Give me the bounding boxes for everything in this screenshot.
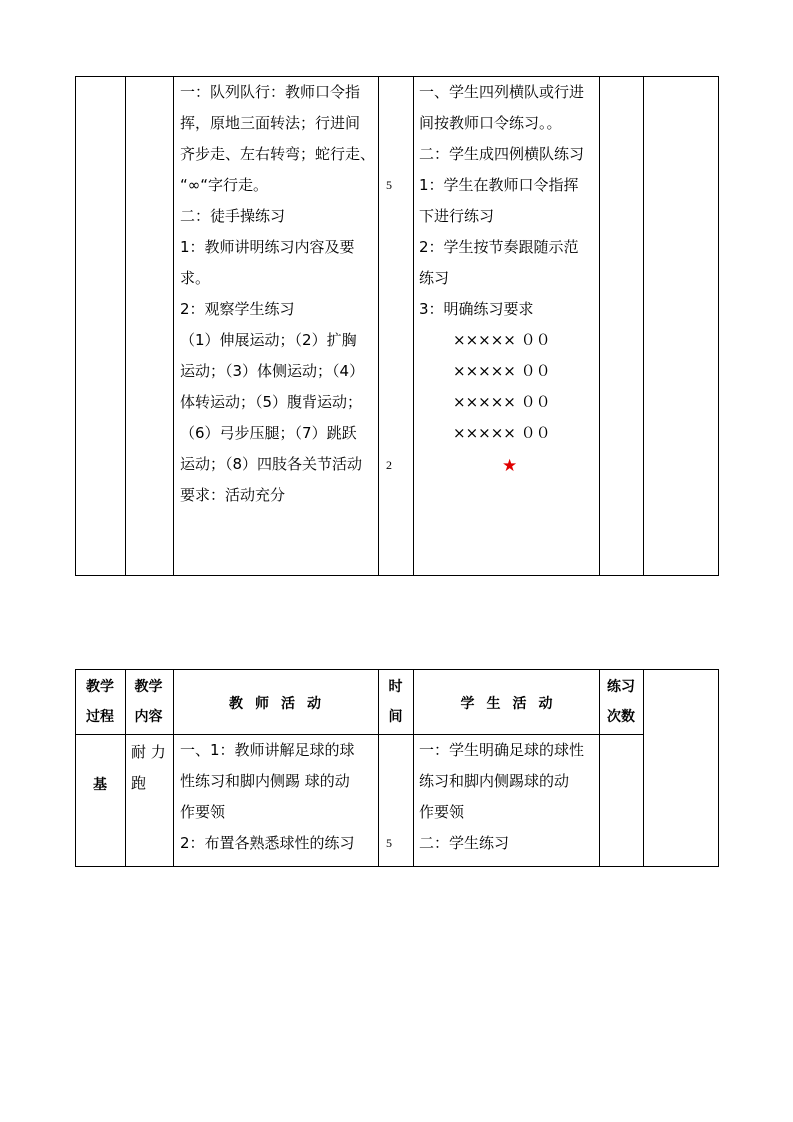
header-time: 时 间: [388, 679, 403, 725]
student-activity-line: 一、学生四列横队或行进: [419, 83, 585, 101]
time-value: 5: [386, 178, 392, 192]
teacher-activity-line: （1）伸展运动；（2）扩胸: [180, 331, 357, 349]
teacher-activity-line: 运动；（8）四肢各关节活动: [180, 455, 363, 473]
header-reps: 练习 次数: [607, 679, 635, 725]
student-activity-line: 作要领: [419, 803, 465, 821]
header-student-activity: 学生活动: [460, 696, 565, 712]
teacher-activity-line: 一：队列队行：教师口令指: [180, 83, 361, 101]
teacher-activity-line: 性练习和脚内侧踢 球的动: [180, 772, 350, 790]
student-activity-line: 2：学生按节奏跟随示范: [419, 238, 579, 256]
student-activity-line: 二：学生成四例横队练习: [419, 145, 585, 163]
student-activity-line: 二：学生练习: [419, 834, 510, 852]
column-divider: [125, 77, 126, 575]
formation-row: ××××× ００: [453, 424, 551, 442]
student-activity-line: 练习和脚内侧踢球的动: [419, 772, 570, 790]
student-activity-line: 间按教师口令练习。。: [419, 114, 562, 132]
header-content: 教学 内容: [134, 679, 163, 725]
teacher-activity-line: 一、1：教师讲解足球的球: [180, 741, 355, 759]
process-cell: 基: [93, 777, 107, 793]
student-activity-line: 练习: [419, 269, 450, 287]
teacher-activity-line: 挥，原地三面转法；行进间: [180, 114, 361, 132]
content-cell-line: 跑: [131, 774, 147, 792]
student-activity-line: 1：学生在教师口令指挥: [419, 176, 579, 194]
teacher-activity-line: 求。: [180, 269, 211, 287]
teacher-activity-line: 作要领: [180, 803, 226, 821]
formation-row: ××××× ００: [453, 331, 551, 349]
formation-row: ××××× ００: [453, 393, 551, 411]
time-value: 5: [386, 836, 392, 850]
lesson-table-continued: [75, 76, 719, 576]
content-cell-line: 耐 力: [131, 743, 166, 761]
header-teacher-activity: 教师活动: [229, 696, 333, 712]
teacher-activity-line: 运动；（3）体侧运动；（4）: [180, 362, 365, 380]
student-activity-line: 一：学生明确足球的球性: [419, 741, 585, 759]
teacher-activity-line: 2：布置各熟悉球性的练习: [180, 834, 355, 852]
column-divider: [173, 77, 174, 575]
teacher-activity-line: “∞“字行走。: [180, 176, 269, 194]
teacher-position-star-icon: ★: [502, 456, 518, 476]
teacher-activity-line: 齐步走、左右转弯；蛇行走、: [180, 145, 376, 163]
teacher-activity-line: 1：教师讲明练习内容及要: [180, 238, 355, 256]
teacher-activity-line: 体转运动；（5）腹背运动；: [180, 393, 363, 411]
column-divider: [378, 77, 379, 575]
column-divider: [599, 77, 600, 575]
column-divider: [413, 77, 414, 575]
time-value: 2: [386, 458, 392, 472]
teacher-activity-line: 2：观察学生练习: [180, 300, 295, 318]
header-process: 教学 过程: [86, 679, 114, 725]
student-activity-line: 3：明确练习要求: [419, 300, 534, 318]
column-divider: [413, 670, 414, 866]
teacher-activity-line: 二：徒手操练习: [180, 207, 286, 225]
column-divider: [173, 670, 174, 866]
column-divider: [643, 77, 644, 575]
teacher-activity-line: 要求：活动充分: [180, 486, 286, 504]
student-activity-line: 下进行练习: [419, 207, 495, 225]
column-divider: [643, 670, 644, 866]
formation-row: ××××× ００: [453, 362, 551, 380]
teacher-activity-line: （6）弓步压腿；（7）跳跃: [180, 424, 357, 442]
